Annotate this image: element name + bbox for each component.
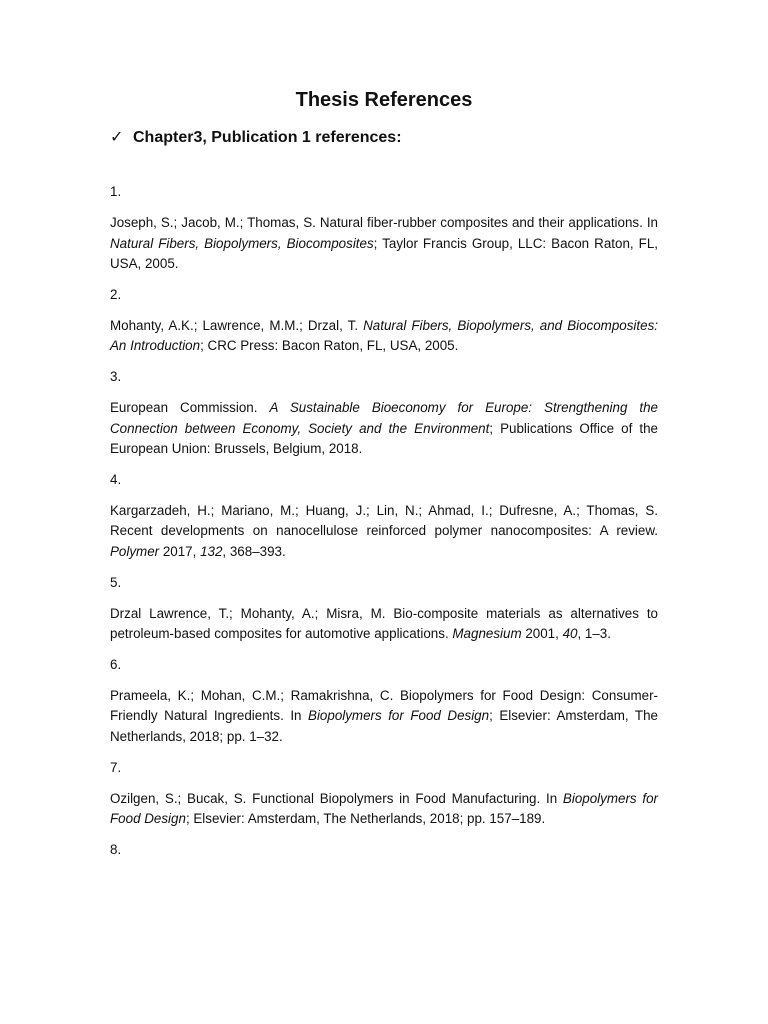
- reference-number: 8.: [110, 841, 122, 857]
- reference-text: , 368–393.: [222, 543, 286, 559]
- section-heading: [110, 125, 402, 150]
- reference-italic-text: Magnesium: [452, 626, 522, 642]
- reference-text: Prameela, K.; Mohan, C.M.; Ramakrishna, C. Biopolymers for Food Design: Consumer-Friendly Natural Ingredients. In: [110, 687, 658, 724]
- reference-italic-text: Biopolymers for Food Design: [110, 790, 658, 827]
- reference-text: Drzal Lawrence, T.; Mohanty, A.; Misra, M. Bio-composite materials as alternatives to petroleum-based composites for automotive applications.: [110, 605, 658, 642]
- reference-entry: [110, 686, 658, 748]
- reference-entry: [110, 604, 658, 645]
- reference-text: European Commission.: [110, 399, 270, 415]
- reference-text: ; Elsevier: Amsterdam, The Netherlands, 2018; pp. 1–32.: [110, 708, 658, 744]
- reference-text: 2001,: [521, 626, 563, 642]
- reference-italic-text: A Sustainable Bioeconomy for Europe: Strengthening the Connection between Economy, Society and the Environment: [110, 399, 658, 436]
- reference-entry: [110, 213, 658, 275]
- reference-italic-text: 132: [200, 543, 223, 559]
- reference-italic-text: Natural Fibers, Biopolymers, Biocomposites: [110, 235, 374, 251]
- section-heading-text: Chapter3, Publication 1 references:: [133, 129, 402, 146]
- reference-number: 1.: [110, 184, 122, 199]
- reference-number: 6.: [110, 656, 122, 672]
- check-icon: ✓: [110, 127, 124, 146]
- reference-text: ; Elsevier: Amsterdam, The Netherlands, 2018; pp. 157–189.: [185, 811, 546, 827]
- reference-text: Kargarzadeh, H.; Mariano, M.; Huang, J.; Lin, N.; Ahmad, I.; Dufresne, A.; Thomas, S. Recent developments on nanocellulose reinforced polymer nanocomposites: A review.: [110, 502, 658, 539]
- reference-text: ; Taylor Francis Group, LLC: Bacon Raton, FL, USA, 2005.: [110, 235, 658, 272]
- reference-number: 2.: [110, 286, 122, 302]
- reference-number: 5.: [110, 574, 122, 590]
- reference-entry: [110, 789, 658, 830]
- reference-number: 4.: [110, 471, 122, 487]
- reference-entry: [110, 316, 658, 357]
- reference-italic-text: Polymer: [110, 543, 160, 559]
- reference-entry: [110, 501, 658, 563]
- reference-text: Joseph, S.; Jacob, M.; Thomas, S. Natural fiber-rubber composites and their applications. In: [110, 215, 658, 230]
- reference-number: 3.: [110, 368, 122, 384]
- reference-italic-text: 40: [562, 626, 578, 642]
- reference-list: [110, 182, 658, 871]
- reference-number: 7.: [110, 759, 122, 775]
- reference-text: Mohanty, A.K.; Lawrence, M.M.; Drzal, T.: [110, 317, 364, 333]
- reference-text: , 1–3.: [577, 626, 611, 642]
- reference-italic-text: Natural Fibers, Biopolymers, and Biocomposites: An Introduction: [110, 317, 658, 354]
- reference-text: ; Publications Office of the European Union: Brussels, Belgium, 2018.: [110, 420, 658, 457]
- reference-text: 2017,: [159, 543, 201, 559]
- reference-text: ; CRC Press: Bacon Raton, FL, USA, 2005.: [200, 338, 459, 354]
- document-title: Thesis References: [295, 89, 473, 111]
- reference-text: Ozilgen, S.; Bucak, S. Functional Biopolymers in Food Manufacturing. In: [110, 790, 563, 806]
- reference-italic-text: Biopolymers for Food Design: [308, 708, 490, 724]
- reference-entry: [110, 398, 658, 460]
